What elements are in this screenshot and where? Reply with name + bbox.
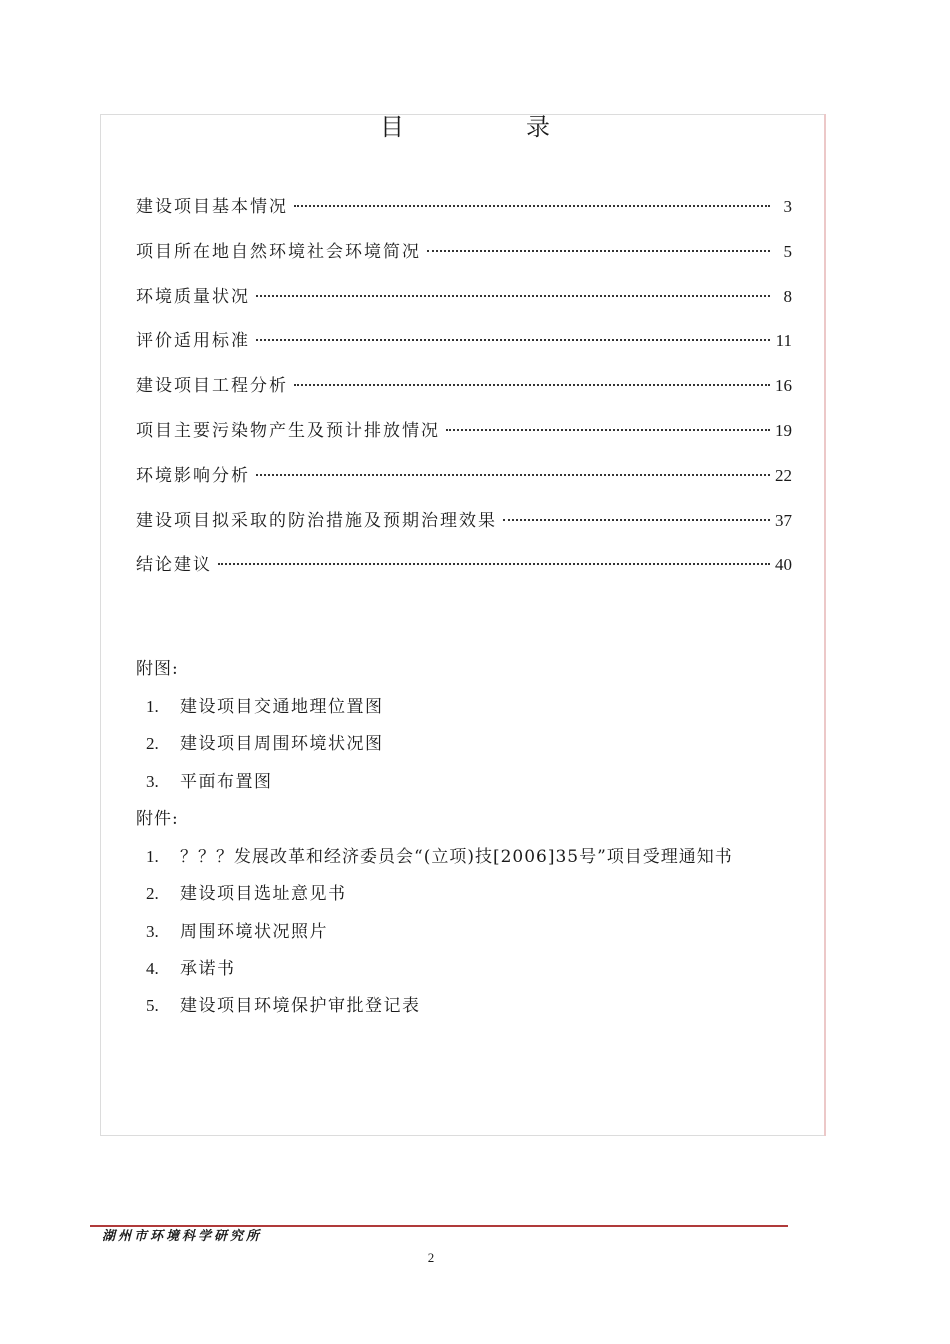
attachment-item-number: 3. [146, 921, 159, 941]
attachment-item-number: 4. [146, 958, 159, 978]
toc-dot-leader [446, 429, 770, 431]
toc-dot-leader [256, 474, 770, 476]
footer-rule [90, 1225, 788, 1227]
toc-entry[interactable] [136, 548, 792, 593]
toc-entry-label: 项目主要污染物产生及预计排放情况 [136, 420, 440, 441]
attachments-list [146, 844, 733, 1030]
toc-title [380, 110, 550, 144]
attachment-item-number: 1. [146, 847, 159, 866]
toc-entry-label: 建设项目基本情况 [136, 197, 288, 217]
toc-entry-page: 8 [783, 286, 792, 306]
toc-entry-page: 3 [783, 197, 792, 216]
figure-item-number: 1. [146, 697, 159, 716]
toc-entry[interactable] [136, 504, 792, 549]
toc-entry-page: 16 [775, 376, 792, 396]
figure-item-number: 2. [146, 734, 159, 754]
toc-entry-label: 环境影响分析 [136, 465, 250, 486]
toc-entry[interactable] [136, 235, 792, 280]
footer-organization: 湖州市环境科学研究所 [102, 1229, 263, 1244]
figure-item [146, 731, 384, 768]
toc-entry[interactable] [136, 280, 792, 325]
figures-list [146, 694, 384, 806]
figures-heading: 附图: [136, 659, 179, 679]
attachment-item-text: 承诺书 [180, 958, 236, 979]
toc-entry-page: 19 [775, 420, 792, 440]
toc-dot-leader [294, 205, 770, 207]
figure-item [146, 694, 384, 731]
page-number: 2 [427, 1250, 435, 1265]
attachment-item [146, 956, 733, 993]
toc-dot-leader [294, 384, 770, 386]
figure-item [146, 769, 384, 806]
toc-entry-label: 结论建议 [136, 555, 212, 576]
attachments-heading: 附件: [136, 809, 179, 829]
figure-item-number: 3. [146, 771, 159, 791]
attachment-item-text: 建设项目环境保护审批登记表 [180, 996, 421, 1017]
attachment-item-text: ？？？发展改革和经济委员会“(立项)技[2006]35号”项目受理通知书 [180, 847, 733, 867]
toc-dot-leader [503, 519, 770, 521]
toc-entry-page: 11 [775, 331, 792, 351]
toc-entry[interactable] [136, 324, 792, 369]
frame-right-accent [824, 114, 826, 1136]
toc-list [136, 190, 792, 593]
toc-entry-label: 评价适用标准 [136, 331, 250, 352]
toc-entry-label: 建设项目拟采取的防治措施及预期治理效果 [136, 510, 497, 531]
toc-dot-leader [256, 295, 770, 297]
toc-title-char-2: 录 [526, 113, 550, 141]
toc-entry-label: 建设项目工程分析 [136, 376, 288, 397]
attachment-item [146, 844, 733, 881]
toc-entry[interactable] [136, 459, 792, 504]
attachment-item-text: 周围环境状况照片 [180, 921, 328, 942]
toc-entry-page: 37 [775, 510, 792, 530]
toc-entry-page: 40 [775, 555, 792, 575]
figure-item-text: 建设项目周围环境状况图 [180, 734, 384, 755]
attachment-item [146, 993, 733, 1030]
attachment-item-number: 2. [146, 884, 159, 904]
toc-dot-leader [256, 339, 770, 341]
attachment-item [146, 881, 733, 918]
toc-entry-page: 5 [783, 241, 792, 261]
figure-item-text: 平面布置图 [180, 771, 273, 792]
attachment-item-text: 建设项目选址意见书 [180, 884, 347, 905]
toc-entry[interactable] [136, 190, 792, 235]
attachment-item-number: 5. [146, 996, 159, 1016]
toc-dot-leader [218, 563, 770, 565]
attachment-item [146, 919, 733, 956]
toc-entry-label: 项目所在地自然环境社会环境简况 [136, 241, 421, 262]
toc-entry-page: 22 [775, 465, 792, 485]
toc-title-char-1: 目 [380, 113, 404, 141]
toc-entry[interactable] [136, 414, 792, 459]
toc-entry-label: 环境质量状况 [136, 286, 250, 307]
figure-item-text: 建设项目交通地理位置图 [180, 697, 384, 717]
toc-entry[interactable] [136, 369, 792, 414]
toc-dot-leader [427, 250, 770, 252]
